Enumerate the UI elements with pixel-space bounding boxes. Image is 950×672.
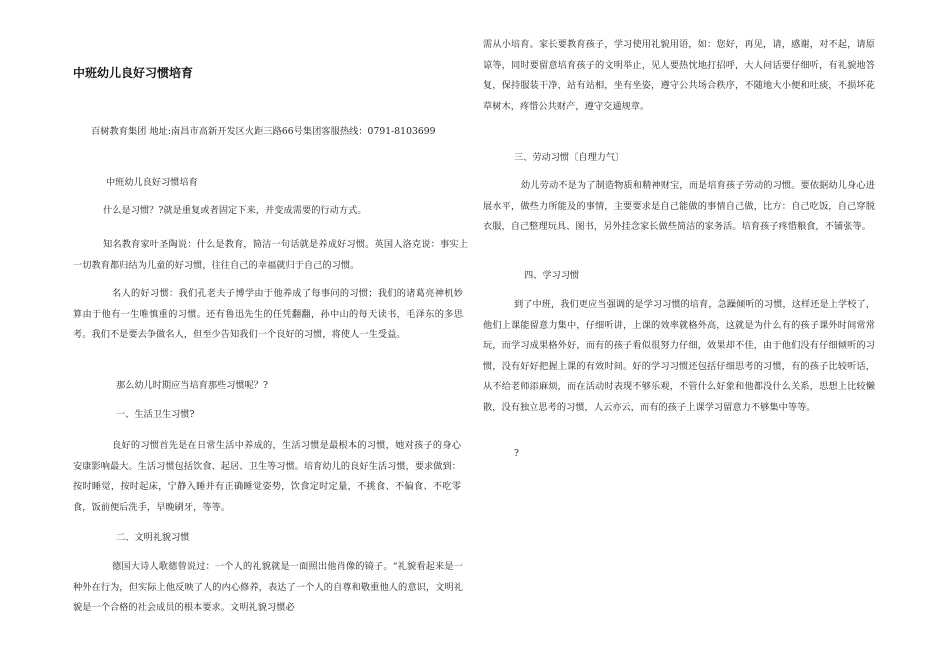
paragraph-what-is-habit: 什么是习惯？?就是重复或者固定下来，并变成需要的行动方式。	[103, 205, 367, 216]
paragraph-famous-quotes: 知名教育家叶圣陶说：什么是教育，简洁一句话就是养成好习惯。英国人洛克说：事实上一切教育都归结为儿童的好习惯，往往自己的幸福就归于自己的习惯。	[73, 239, 468, 271]
section-heading-4: 四、学习习惯	[524, 270, 580, 281]
section-heading-3: 三、劳动习惯〔自理力气〕	[514, 152, 625, 163]
company-info: 百树教育集团 地址:南昌市高新开发区火距三路66号集团客服热线：0791-8103699	[91, 126, 436, 137]
subtitle: 中班幼儿良好习惯培育	[106, 177, 198, 188]
paragraph-study-habits: 到了中班，我们更应当强调的是学习习惯的培育，急躁倾听的习惯，这样还是上学校了，他们上课能留意力集中，仔细听讲，上课的效率就格外高，这就是为什么有的孩子课外时间常常玩，而学习成果格外好，而有的孩子看似很努力仔细，效果却不佳，由于他们没有仔细倾听的习惯，没有好好把握上课的有效时间。好的学习习惯还包括仔细思考的习惯，有的孩子比较听话，从不给老师添麻烦，而在活动时表现不够乐观，不管什么好象和他都没什么关系，思想上比较懒散，没有独立思考的习惯，人云亦云，而有的孩子上课学习留意力不够集中等等。	[483, 299, 875, 413]
section-heading-1: 一、生活卫生习惯?	[116, 409, 195, 420]
paragraph-life-habits: 良好的习惯首先是在日常生活中养成的，生活习惯是最根本的习惯，她对孩子的身心安康影响最大。生活习惯包括饮食、起居、卫生等习惯。培育幼儿的良好生活习惯，要求做到：按时睡觉，按时起床，宁静入睡并有正确睡觉姿势，饮食定时定量，不挑食、不偏食、不吃零食，饭前便后洗手，早晚刷牙，等等。	[73, 440, 461, 513]
section-heading-2: 二、文明礼貌习惯	[116, 532, 190, 543]
paragraph-politeness: 德国大诗人歌德曾说过：一个人的礼貌就是一面照出他肖像的镜子。“礼貌看起来是一种外在行为，但实际上他反映了人的内心修养，表达了一个人的自尊和敬重他人的意识，文明礼貌是一个合格的社会成员的根本要求。文明礼貌习惯必	[73, 561, 463, 613]
paragraph-politeness-continued: 需从小培育。家长要教育孩子，学习使用礼貌用语，如：您好，再见，请，感谢，对不起，请原谅等，同时要留意培育孩子的文明举止，见人要热忱地打招呼，大人问话要仔细听，有礼貌地答复，保持服装干净，站有站相，坐有坐姿，遵守公共场合秩序，不随地大小便和吐痰，不损坏花草树木，疼惜公共财产，遵守交通规章。	[483, 39, 875, 112]
paragraph-famous-habits: 名人的好习惯：我们孔老夫子博学由于他养成了每事问的习惯；我们的诸葛亮神机妙算由于他有一生唯慎重的习惯。还有鲁迅先生的任凭翻翻，孙中山的每天读书，毛泽东的多思考。我们不是要去争做名人，但至少告知我们一个良好的习惯，将使人一生受益。	[73, 288, 463, 340]
paragraph-labor-habits: 幼儿劳动不是为了制造物质和精神财宝，而是培育孩子劳动的习惯。要依据幼儿身心进展水平，做些力所能及的事情，主要要求是自己能做的事情自己做，比方：自己吃饭，自己穿脱衣服，自己整理玩具、图书，另外挂念家长做些简洁的家务活。培育孩子疼惜粮食，不铺张等。	[483, 180, 875, 232]
question-line: 那么幼儿时期应当培育那些习惯呢？?	[116, 380, 268, 391]
document-title: 中班幼儿良好习惯培育	[73, 66, 194, 80]
end-mark: ?	[514, 448, 519, 459]
